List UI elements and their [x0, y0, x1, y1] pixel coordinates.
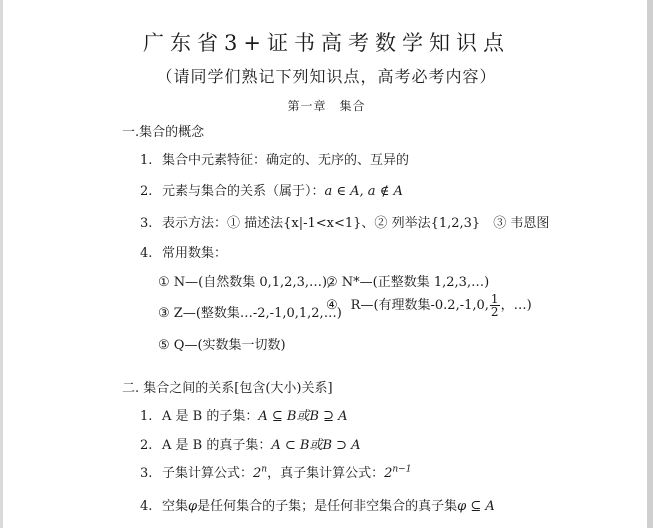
item-text: 集合中元素特征：确定的、无序的、互异的 [162, 153, 410, 168]
item-text: A 是 B 的子集： [162, 409, 259, 424]
list-item [140, 495, 495, 514]
item-text: 常用数集： [162, 246, 228, 261]
list-item [140, 434, 361, 453]
item-math: φ ⊆ A [457, 499, 495, 514]
item-text: 空集 [162, 499, 189, 514]
formula-exponent: n−1 [392, 464, 412, 475]
list-item [140, 212, 549, 231]
item-text: 表示方法：① 描述法{x|-1<x<1}、② 列举法{1,2,3} ③ 韦恩图 [162, 216, 550, 231]
fraction-denominator: 2 [490, 305, 499, 319]
empty-set-symbol: φ [188, 499, 198, 514]
section-heading-concept: 一.集合的概念 [122, 125, 205, 140]
fraction-numerator: 1 [490, 292, 499, 306]
document-subtitle: （请同学们熟记下列知识点，高考必考内容） [156, 67, 497, 86]
number-set-z: ③ Z—(整数集…-2,-1,0,1,2,…) [158, 306, 342, 321]
number-set-r-prefix: ④ R—(有理数集-0.2,-1,0, [326, 298, 489, 313]
item-number: 2. [140, 184, 153, 199]
item-text: ，真子集计算公式： [267, 466, 385, 481]
item-text: 元素与集合的关系（属于）： [162, 184, 325, 199]
formula-exponent: n [261, 464, 268, 475]
list-item [140, 405, 348, 424]
item-number: 2. [140, 438, 153, 453]
number-set-r [326, 293, 532, 318]
item-number: 1. [140, 153, 153, 168]
item-number: 3. [140, 466, 153, 481]
item-number: 4. [140, 246, 153, 261]
item-number: 1. [140, 409, 153, 424]
chapter-heading: 第一章 集合 [287, 99, 366, 113]
formula-base: 2 [253, 466, 262, 481]
item-number: 4. [140, 499, 153, 514]
number-set-nstar: ② N*—(正整数集 1,2,3,…) [326, 275, 490, 290]
item-math: A ⊆ B或B ⊇ A [258, 409, 348, 424]
item-math: a ∈ A, a ∉ A [324, 184, 403, 199]
document-title: 广东省3+证书高考数学知识点 [143, 31, 510, 55]
formula-base: 2 [384, 466, 393, 481]
number-set-r-suffix: ，…) [500, 298, 532, 313]
item-number: 3. [140, 216, 153, 231]
list-item [140, 149, 409, 168]
item-text: 子集计算公式： [162, 466, 254, 481]
number-set-n: ① N—(自然数集 0,1,2,3,…), [158, 275, 332, 290]
item-text: 是任何集合的子集；是任何非空集合的真子集 [197, 499, 458, 514]
list-item [140, 462, 411, 481]
list-item [140, 242, 227, 261]
section-heading-relations: 二. 集合之间的关系[包含(大小)关系] [122, 381, 333, 396]
list-item [140, 180, 403, 199]
fraction [490, 293, 500, 318]
number-set-q: ⑤ Q—(实数集一切数) [158, 338, 286, 353]
item-math: A ⊂ B或B ⊃ A [271, 438, 361, 453]
item-text: A 是 B 的真子集： [162, 438, 272, 453]
